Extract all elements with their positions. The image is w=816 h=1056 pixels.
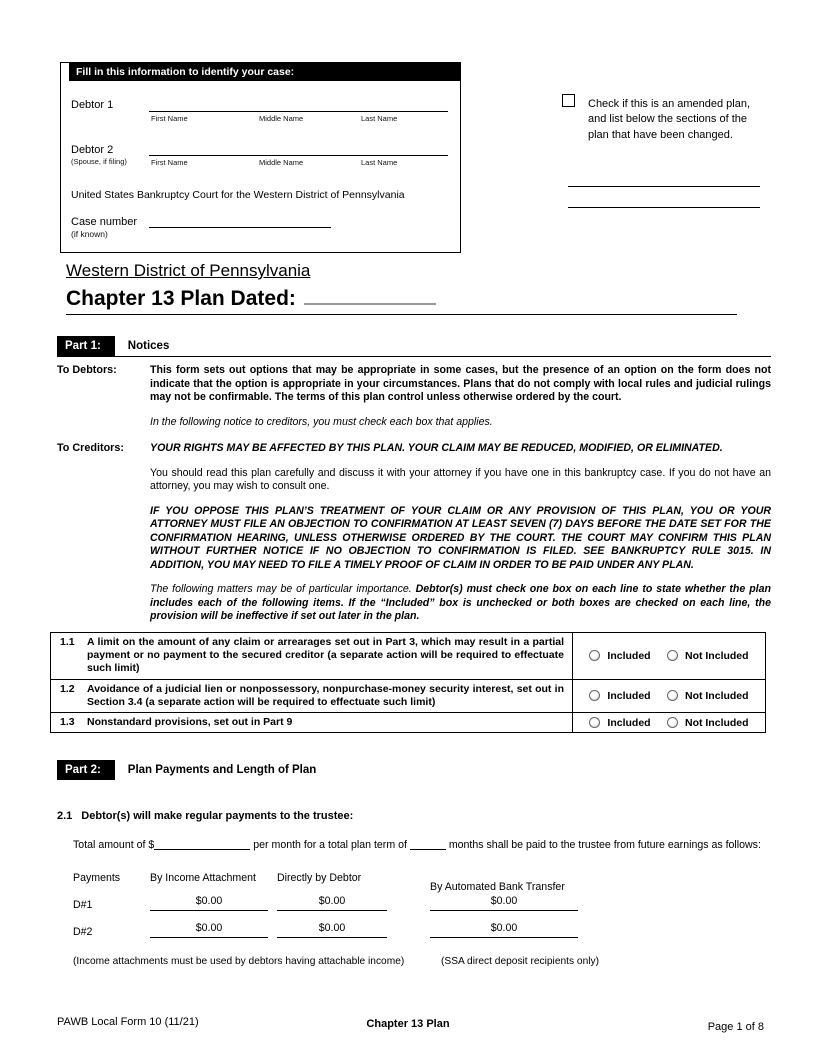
table-row: [51, 679, 765, 712]
income-attachment-note: (Income attachments must be used by debtors having attachable income): [73, 956, 405, 967]
to-debtors-body: [150, 364, 771, 429]
amended-plan-label: Check if this is an amended plan, and list below the sections of the plan that have been changed.: [588, 98, 751, 141]
debtor2-sublabel: (Spouse, if filing): [71, 157, 127, 166]
notices-section: [57, 364, 771, 624]
debtor1-name-field[interactable]: [149, 111, 448, 112]
included-label: Included: [607, 649, 651, 662]
case-box-header: Fill in this information to identify your case:: [69, 63, 460, 81]
d1-directly-by-debtor-amount[interactable]: $0.00: [277, 895, 387, 911]
case-number-sublabel: (if known): [71, 229, 108, 239]
table-row: [51, 633, 765, 679]
to-debtors-label: To Debtors:: [57, 364, 117, 376]
not-included-radio[interactable]: [667, 690, 678, 701]
payment-row-label: D#2: [73, 926, 93, 938]
plan-title: Chapter 13 Plan Dated:: [66, 287, 296, 310]
debtor2-label: Debtor 2: [71, 144, 114, 156]
item-number: 1.2: [60, 682, 75, 695]
included-label: Included: [607, 689, 651, 702]
not-included-label: Not Included: [684, 716, 749, 729]
included-items-table: [50, 632, 766, 733]
included-option: [589, 650, 650, 662]
total-amount-field[interactable]: [154, 837, 250, 850]
plan-term-field[interactable]: [410, 837, 446, 850]
section-2-1-number: 2.1: [57, 810, 73, 822]
table-row: [51, 712, 765, 732]
included-option: [589, 717, 650, 729]
debtors-notice-2: In the following notice to creditors, you must check each box that applies.: [150, 415, 493, 428]
amended-plan-checkbox[interactable]: [562, 94, 575, 107]
item-text: Avoidance of a judicial lien or nonpossessory, nonpurchase-money security interest, set out in Section 3.4 (a separate action will be required to effectuate such limit): [87, 682, 564, 708]
item-number: 1.1: [60, 636, 75, 648]
case-identification-box: [60, 62, 461, 253]
creditors-notice-4-intro: The following matters may be of particular importance.: [150, 583, 416, 595]
not-included-label: Not Included: [684, 689, 749, 702]
item-options: [572, 680, 765, 712]
footer-form-number: PAWB Local Form 10 (11/21): [57, 1016, 199, 1028]
plan-title-row: [66, 287, 737, 315]
payment-row-d2: [73, 922, 771, 938]
included-option: [589, 690, 650, 702]
debtor2-name-field[interactable]: [149, 155, 448, 156]
not-included-option: [667, 717, 749, 729]
case-number-field[interactable]: [149, 227, 331, 228]
part1-header: [57, 336, 771, 357]
to-creditors-label: To Creditors:: [57, 442, 124, 454]
debtors-notice-1: This form sets out options that may be appropriate in some cases, but the presence of an option on the form does not indicate that the option is appropriate in your circumstances. Plans that do not comply with local rules and judicial rulings may not be confirmable. The terms of this plan control unless otherwise ordered by the court.: [150, 364, 771, 403]
not-included-radio[interactable]: [667, 650, 678, 661]
payment-row-label: D#1: [73, 899, 93, 911]
to-creditors-body: [150, 442, 771, 624]
section-2-1: [57, 810, 771, 967]
to-creditors-row: [57, 442, 771, 624]
amended-sections-line-2[interactable]: [568, 207, 760, 208]
creditors-notice-3: IF YOU OPPOSE THIS PLAN’S TREATMENT OF YOUR CLAIM OR ANY PROVISION OF THIS PLAN, YOU OR YOUR ATTORNEY MUST FILE AN OBJECTION TO CONFIRMATION AT LEAST SEVEN (7) DAYS BEFORE THE DATE SET FOR THE CONFIRMATION HEARING, UNLESS OTHERWISE ORDERED BY THE COURT. THE COURT MAY CONFIRM THIS PLAN WITHOUT FURTHER NOTICE IF NO OBJECTION TO CONFIRMATION IS FILED. SEE BANKRUPTCY RULE 3015. IN ADDITION, YOU MAY NEED TO FILE A TIMELY PROOF OF CLAIM IN ORDER TO BE PAID UNDER ANY PLAN.: [150, 504, 771, 571]
debtor1-last-name-label: Last Name: [361, 114, 398, 123]
debtor1-middle-name-label: Middle Name: [259, 114, 304, 123]
part2-heading: Plan Payments and Length of Plan: [127, 764, 317, 776]
debtor2-middle-name-label: Middle Name: [259, 158, 304, 167]
debtor1-first-name-label: First Name: [151, 114, 188, 123]
to-debtors-row: [57, 364, 771, 429]
included-radio[interactable]: [589, 650, 600, 661]
not-included-radio[interactable]: [667, 717, 678, 728]
court-name-text: United States Bankruptcy Court for the Western District of Pennsylvania: [71, 189, 405, 201]
not-included-option: [667, 650, 749, 662]
case-number-label: Case number: [71, 216, 138, 228]
footer-document-title: Chapter 13 Plan: [366, 1018, 450, 1030]
payments-col-header: Payments: [73, 872, 121, 884]
ssa-deposit-note: (SSA direct deposit recipients only): [441, 956, 599, 967]
not-included-label: Not Included: [684, 649, 749, 662]
section-2-1-heading: [57, 810, 771, 822]
item-text: A limit on the amount of any claim or arrearages set out in Part 3, which may result in a partial payment or no payment to the secured creditor (a separate action will be required to effectuate such limit): [87, 636, 564, 675]
creditors-notice-4: [150, 583, 771, 624]
creditors-notice-1: YOUR RIGHTS MAY BE AFFECTED BY THIS PLAN. YOUR CLAIM MAY BE REDUCED, MODIFIED, OR ELIMINATED.: [150, 442, 723, 454]
total-amount-pre-text: Total amount of $: [73, 839, 155, 851]
creditors-notice-4-emphasis: Debtor(s) must check one box on each line to state whether the plan includes each of the following items. If the “Included” box is unchecked or both boxes are checked on each line, the provision will be ineffective if set out later in the plan.: [150, 583, 771, 622]
total-amount-post-text: months shall be paid to the trustee from future earnings as follows:: [448, 839, 761, 851]
part1-chip: Part 1:: [57, 336, 115, 356]
income-attachment-col-header: By Income Attachment: [150, 872, 256, 884]
debtor2-last-name-label: Last Name: [361, 158, 398, 167]
item-options: [572, 713, 765, 732]
footer-page-number: Page 1 of 8: [707, 1021, 764, 1033]
d1-automated-bank-transfer-amount[interactable]: $0.00: [430, 895, 578, 911]
debtor2-first-name-label: First Name: [151, 158, 188, 167]
directly-by-debtor-col-header: Directly by Debtor: [277, 872, 362, 884]
item-options: [572, 633, 765, 679]
payment-notes: [73, 956, 771, 967]
district-title: Western District of Pennsylvania: [66, 261, 311, 280]
section-2-1-title: Debtor(s) will make regular payments to the trustee:: [81, 810, 354, 822]
amended-sections-line-1[interactable]: [568, 186, 760, 187]
plan-date-field[interactable]: [304, 289, 436, 305]
total-payment-sentence: [73, 837, 771, 851]
d2-directly-by-debtor-amount[interactable]: $0.00: [277, 922, 387, 938]
part2-header: [57, 760, 771, 780]
included-label: Included: [607, 716, 651, 729]
total-amount-mid-text: per month for a total plan term of: [253, 839, 407, 851]
d2-automated-bank-transfer-amount[interactable]: $0.00: [430, 922, 578, 938]
section-2-1-body: [73, 837, 771, 967]
not-included-option: [667, 690, 749, 702]
part1-heading: Notices: [127, 340, 170, 352]
item-number: 1.3: [60, 716, 75, 729]
included-radio[interactable]: [589, 690, 600, 701]
creditors-notice-2: You should read this plan carefully and discuss it with your attorney if you have one in this bankruptcy case. If you do not have an attorney, you may wish to consult one.: [150, 466, 771, 492]
debtor1-label: Debtor 1: [71, 99, 114, 111]
included-radio[interactable]: [589, 717, 600, 728]
item-text: Nonstandard provisions, set out in Part 9: [87, 716, 293, 729]
d1-income-attachment-amount[interactable]: $0.00: [150, 895, 268, 911]
automated-bank-transfer-col-header: By Automated Bank Transfer: [430, 881, 565, 893]
payments-table-header: [73, 872, 771, 893]
d2-income-attachment-amount[interactable]: $0.00: [150, 922, 268, 938]
part2-chip: Part 2:: [57, 760, 115, 780]
payment-row-d1: [73, 895, 771, 911]
payments-table: [73, 872, 771, 938]
